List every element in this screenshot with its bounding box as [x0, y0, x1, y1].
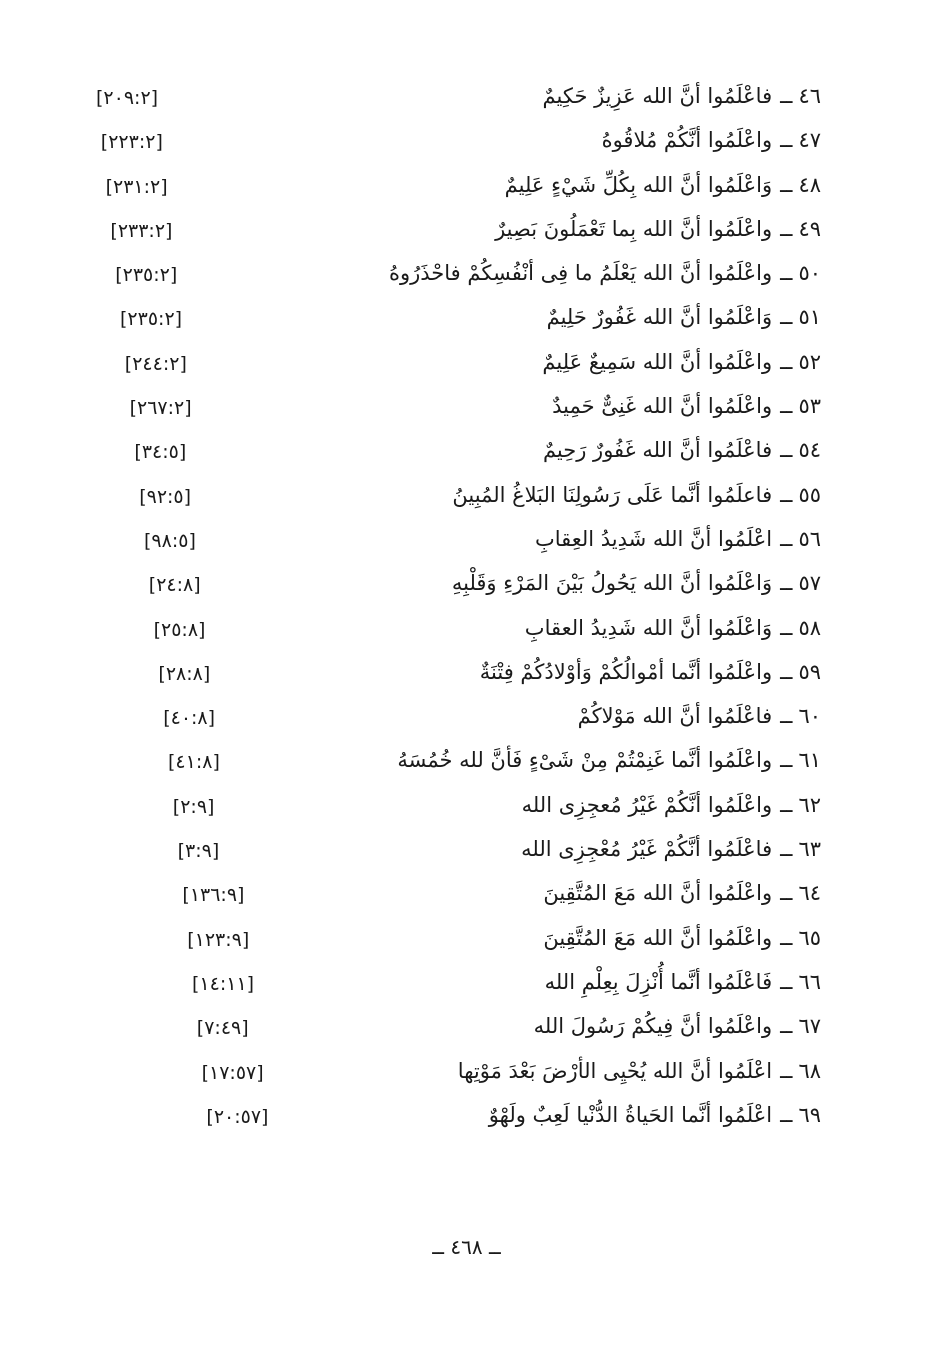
verse-separator: ــ	[780, 792, 793, 817]
verse-line	[389, 255, 821, 291]
verse-entry	[0, 787, 933, 831]
verse-entry	[0, 698, 933, 742]
verse-line	[547, 299, 821, 335]
verse-separator: ــ	[780, 482, 793, 507]
verse-entry	[0, 1053, 933, 1097]
verse-separator: ــ	[780, 1058, 793, 1083]
verse-text: وَاعْلَمُوا أنَّ الله يَحُولُ بَيْنَ المَرْءِ وَقَلْبِهِ	[451, 571, 773, 596]
verse-separator: ــ	[780, 659, 793, 684]
verse-entry	[0, 1008, 933, 1052]
verse-number: ٥٤	[798, 438, 821, 463]
verse-line	[545, 964, 821, 1000]
verse-text: واعْلَمُوا أنَّ الله يَعْلَمُ ما فِى أنْفُسِكُمْ فاحْذَرُوهُ	[388, 261, 773, 286]
verse-separator: ــ	[780, 526, 793, 551]
verse-reference: [٧:٤٩]	[196, 1017, 249, 1040]
verse-number: ٥٠	[798, 261, 821, 286]
verse-separator: ــ	[780, 1014, 793, 1039]
verse-entry	[0, 610, 933, 654]
verse-separator: ــ	[780, 216, 793, 241]
verse-entry	[0, 299, 933, 343]
verse-line	[458, 1053, 821, 1089]
verse-text: واعْلَمُوا أنَّ الله مَعَ المُتَّقِينَ	[543, 881, 773, 906]
verse-reference: [١٧:٥٧]	[201, 1061, 264, 1084]
verse-entry	[0, 388, 933, 432]
verse-number: ٦٠	[798, 704, 821, 729]
verse-line	[543, 920, 821, 956]
verse-number: ٥٦	[798, 526, 821, 551]
verse-entry	[0, 344, 933, 388]
verse-line	[578, 698, 821, 734]
verse-entry	[0, 211, 933, 255]
verse-line	[522, 787, 821, 823]
verse-line	[552, 388, 821, 424]
verse-text: واعْلَمُوا أنَّما أمْوالُكُمْ وَأوْلادُكُمْ فِتْنَةٌ	[479, 659, 773, 684]
verse-list	[0, 78, 933, 1141]
verse-entry	[0, 565, 933, 609]
verse-separator: ــ	[780, 748, 793, 773]
verse-separator: ــ	[780, 837, 793, 862]
verse-line	[535, 521, 821, 557]
verse-text: واعْلَمُوا أنَّ فِيكُمْ رَسُولَ الله	[533, 1014, 773, 1039]
verse-separator: ــ	[780, 969, 793, 994]
verse-text: واعْلَمُوا أنَّ الله بِما تَعْمَلُونَ بَصِيرٌ	[495, 216, 773, 241]
verse-number: ٤٨	[798, 172, 821, 197]
verse-reference: [١٢٣:٩]	[187, 928, 250, 951]
verse-reference: [٢٠٩:٢]	[96, 87, 159, 109]
verse-reference: [٩٢:٥]	[139, 485, 192, 508]
verse-separator: ــ	[780, 881, 793, 906]
verse-line	[521, 831, 821, 867]
verse-text: فاعْلَمُوا أنَّ الله غَفُورٌ رَحِيمٌ	[542, 438, 773, 463]
verse-entry	[0, 477, 933, 521]
verse-line	[543, 78, 821, 114]
verse-separator: ــ	[780, 925, 793, 950]
verse-line	[452, 477, 821, 513]
verse-reference: [٢٠:٥٧]	[206, 1105, 269, 1128]
verse-reference: [٢:٩]	[172, 795, 215, 818]
verse-number: ٦٢	[798, 792, 821, 817]
verse-reference: [٤٠:٨]	[163, 707, 216, 730]
verse-reference: [٣٤:٥]	[134, 441, 187, 464]
verse-reference: [٢٥:٨]	[153, 618, 206, 641]
verse-separator: ــ	[780, 615, 793, 640]
verse-number: ٤٩	[798, 216, 821, 241]
verse-text: واعْلَمُوا أنَّ الله سَمِيعٌ عَلِيمٌ	[542, 349, 773, 374]
verse-number: ٦٥	[798, 925, 821, 950]
verse-line	[525, 610, 821, 646]
verse-text: واعْلَمُوا أنَّكُمْ غَيْرُ مُعجِزِى الله	[521, 792, 773, 817]
verse-separator: ــ	[780, 704, 793, 729]
verse-text: وَاعْلَمُوا أنَّ الله غَفُورٌ حَلِيمٌ	[546, 305, 773, 330]
verse-entry	[0, 1097, 933, 1141]
verse-reference: [٤١:٨]	[168, 751, 220, 774]
verse-line	[495, 211, 821, 247]
verse-number: ٦٦	[798, 969, 821, 994]
verse-line	[505, 167, 821, 203]
verse-text: فاعْلَمُوا أنَّ الله مَوْلاكُمْ	[577, 704, 773, 729]
verse-text: اعْلَمُوا أنَّ الله يُحْيِى الأرْضَ بَعْدَ مَوْتِها	[457, 1058, 773, 1083]
verse-number: ٥٢	[798, 349, 821, 374]
verse-entry	[0, 964, 933, 1008]
verse-separator: ــ	[780, 261, 793, 286]
verse-reference: [٢٢٣:٢]	[100, 131, 163, 154]
verse-line	[489, 1097, 821, 1133]
verse-text: اعْلَمُوا أنَّ الله شَدِيدُ العِقابِ	[534, 526, 773, 551]
verse-line	[542, 344, 821, 380]
verse-text: فاعْلَمُوا أنَّكُمْ غَيْرُ مُعْجِزِى الله	[521, 837, 773, 862]
verse-number: ٥٩	[798, 659, 821, 684]
verse-separator: ــ	[780, 172, 793, 197]
verse-text: واعْلَمُوا أنَّ الله غَنِىٌّ حَمِيدٌ	[552, 394, 773, 419]
verse-number: ٤٦	[798, 84, 821, 108]
verse-line	[397, 742, 821, 778]
verse-reference: [٩٨:٥]	[144, 529, 196, 552]
verse-number: ٦٨	[798, 1058, 821, 1083]
verse-line	[543, 875, 821, 911]
verse-text: واعْلَمُوا أنَّكُمْ مُلاقُوهُ	[601, 128, 773, 153]
verse-separator: ــ	[780, 394, 793, 419]
verse-reference: [١٣٦:٩]	[182, 884, 245, 907]
verse-separator: ــ	[780, 305, 793, 330]
verse-reference: [٢٨:٨]	[158, 662, 211, 685]
verse-reference: [٢٣٥:٢]	[115, 264, 178, 287]
verse-reference: [٣:٩]	[177, 840, 220, 863]
verse-number: ٦٧	[798, 1014, 821, 1039]
verse-separator: ــ	[780, 84, 793, 108]
verse-entry	[0, 654, 933, 698]
verse-separator: ــ	[780, 128, 793, 153]
verse-reference: [٢٣٣:٢]	[110, 219, 173, 242]
verse-number: ٥٧	[798, 571, 821, 596]
verse-text: فَاعْلَمُوا أنَّما أُنْزِلَ بِعِلْمِ الله	[544, 969, 773, 994]
verse-entry	[0, 831, 933, 875]
verse-number: ٥٨	[798, 615, 821, 640]
verse-text: اعْلَمُوا أنَّما الحَياةُ الدُّنْيا لَعِبٌ ولَهْوٌ	[488, 1102, 773, 1127]
verse-text: واعْلَمُوا أنَّ الله مَعَ المُتَّقِينَ	[543, 925, 773, 950]
verse-separator: ــ	[780, 571, 793, 596]
verse-entry	[0, 255, 933, 299]
page-number: ــ ٤٦٨ ــ	[432, 1235, 501, 1259]
verse-reference: [٢٦٧:٢]	[129, 397, 192, 420]
verse-number: ٦١	[798, 748, 821, 773]
verse-reference: [١٤:١١]	[192, 972, 255, 995]
verse-line	[452, 565, 821, 601]
verse-entry	[0, 920, 933, 964]
verse-separator: ــ	[780, 349, 793, 374]
verse-number: ٤٧	[798, 128, 821, 153]
verse-reference: [٢٣٥:٢]	[120, 308, 183, 331]
verse-entry	[0, 122, 933, 166]
verse-text: فاعلَمُوا أنَّما عَلَى رَسُولِنَا البَلاغُ المُبِينُ	[452, 482, 773, 507]
verse-entry	[0, 167, 933, 211]
verse-number: ٦٣	[798, 837, 821, 862]
verse-line	[534, 1008, 821, 1044]
verse-line	[543, 432, 821, 468]
verse-number: ٦٩	[798, 1102, 821, 1127]
verse-reference: [٢٤:٨]	[148, 574, 201, 597]
verse-text: واعْلَمُوا أنَّما غَنِمْتُمْ مِنْ شَىْءٍ فَأنَّ لله خُمُسَهُ	[397, 748, 773, 773]
verse-text: فاعْلَمُوا أنَّ الله عَزِيزٌ حَكِيمٌ	[542, 84, 773, 108]
verse-line	[602, 122, 821, 158]
verse-entry	[0, 521, 933, 565]
verse-reference: [٢٤٤:٢]	[124, 352, 187, 375]
verse-text: وَاعْلَمُوا أنَّ الله شَدِيدُ العقابِ	[524, 615, 773, 640]
verse-entry	[0, 875, 933, 919]
verse-text: وَاعْلَمُوا أنَّ الله بِكُلِّ شَيْءٍ عَلِيمٌ	[504, 172, 773, 197]
verse-entry	[0, 78, 933, 122]
verse-line	[480, 654, 821, 690]
verse-separator: ــ	[780, 438, 793, 463]
verse-number: ٥٣	[798, 394, 821, 419]
verse-number: ٥١	[798, 305, 821, 330]
verse-entry	[0, 742, 933, 786]
verse-number: ٥٥	[798, 482, 821, 507]
verse-separator: ــ	[780, 1102, 793, 1127]
verse-number: ٦٤	[798, 881, 821, 906]
verse-entry	[0, 432, 933, 476]
verse-reference: [٢٣١:٢]	[105, 175, 168, 198]
